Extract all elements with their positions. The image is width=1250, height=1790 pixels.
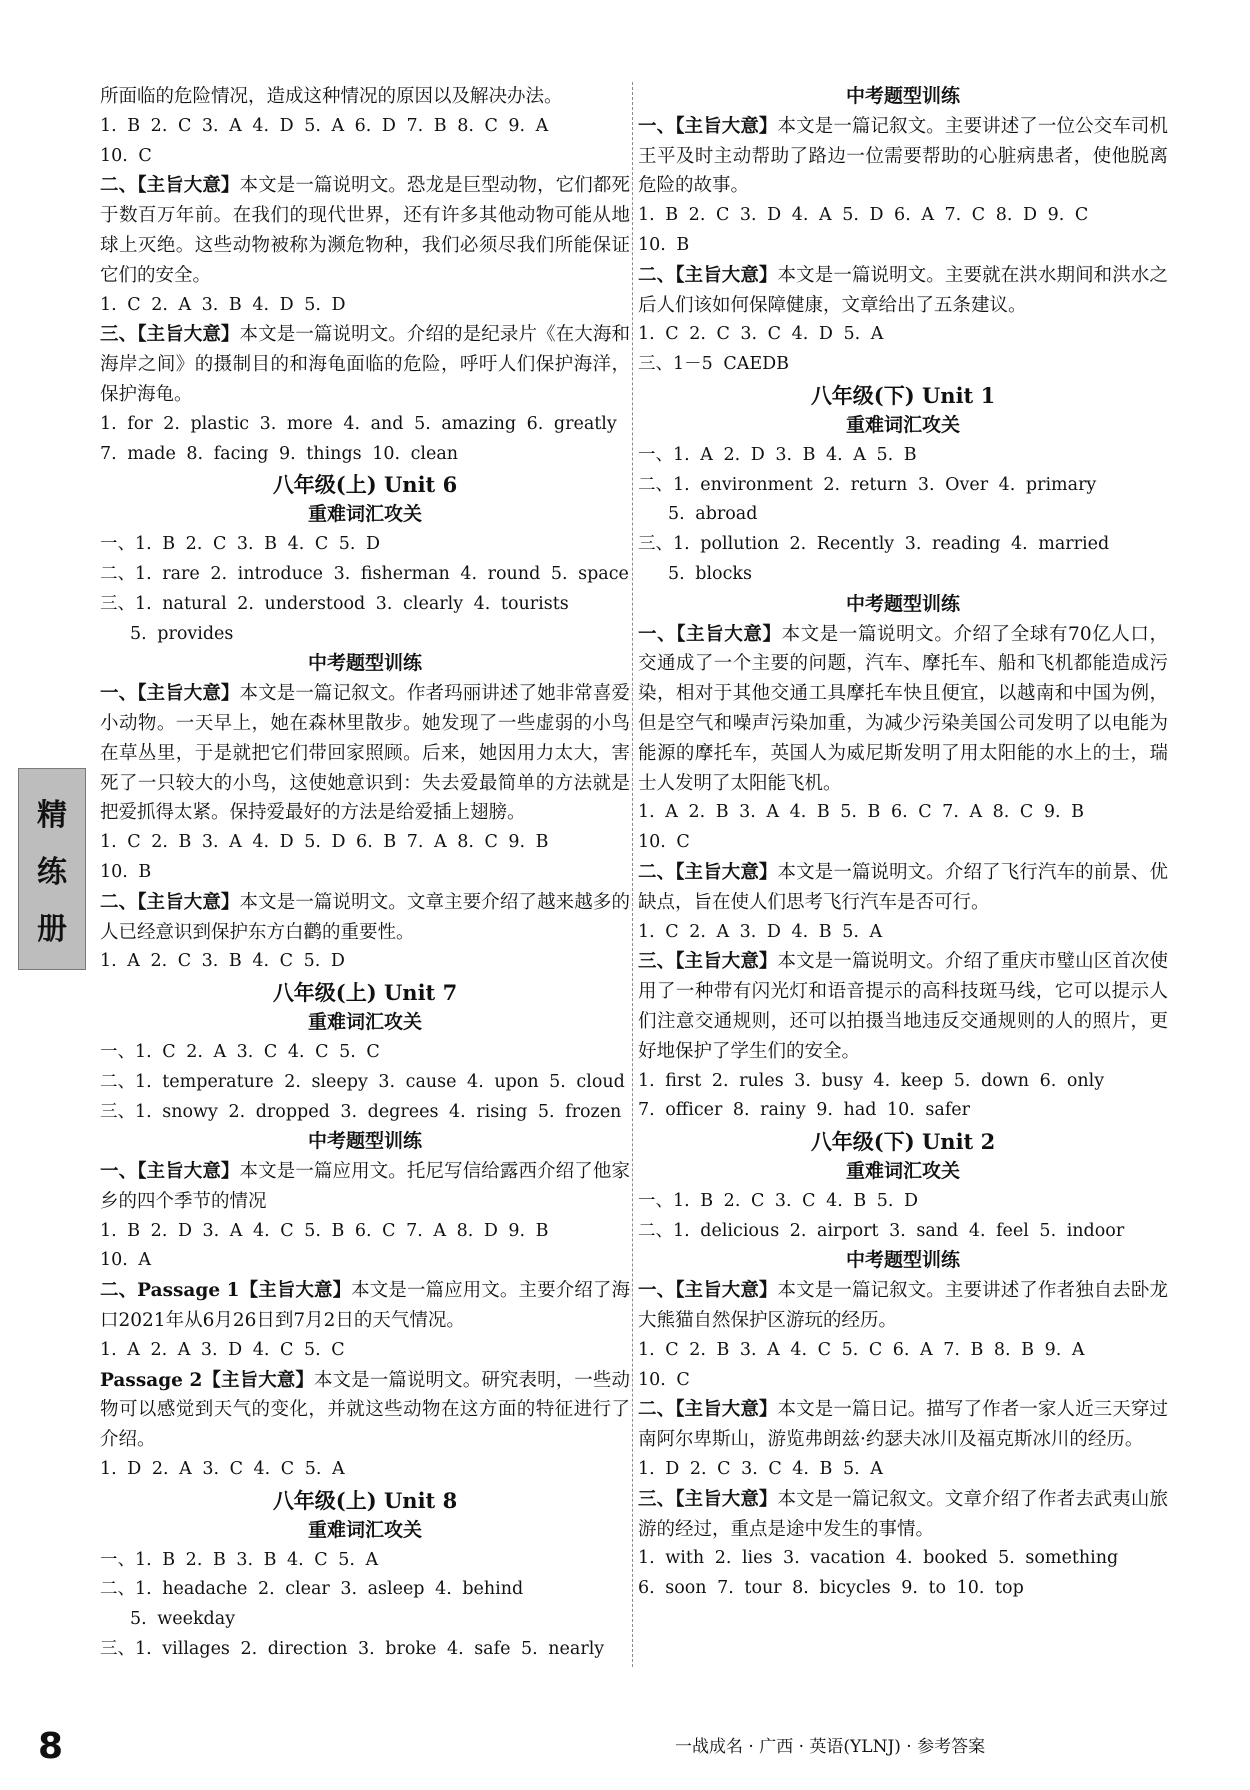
section-label: 二、【主旨大意】 [638, 861, 778, 883]
section-heading: 重难词汇攻关 [307, 503, 422, 526]
section-label: 一、【主旨大意】 [638, 1280, 778, 1302]
paragraph-text: 本文是一篇说明文。介绍了全球有70亿人口，交通成了一个主要的问题，汽车、摩托车、船和飞机都能造成污染，相对于其他交通工具摩托车快且便宜，以越南和中国为例，但是空气和噪声污染加重，为减少污染美国公司发明了以电能为能源的摩托车，英国人为威尼斯发明了用太阳能的水上的士，瑞士人发明了太阳能飞机。 [638, 623, 1168, 794]
section-label: 一、【主旨大意】 [100, 683, 240, 705]
paragraph-text: 本文是一篇记叙文。主要讲述了作者独自去卧龙大熊猫自然保护区游玩的经历。 [638, 1280, 1168, 1332]
section-heading: 重难词汇攻关 [845, 413, 960, 436]
answer-line: 三、1－5 CAEDB [638, 354, 790, 375]
paragraph-text: 本文是一篇说明文。介绍的是纪录片《在大海和海岸之间》的摄制目的和海龟面临的危险，呼吁人们保护海洋，保护海龟。 [100, 324, 630, 405]
unit-title: 八年级(上) Unit 6 [272, 472, 458, 498]
paragraph-text: 本文是一篇记叙文。作者玛丽讲述了她非常喜爱小动物。一天早上，她在森林里散步。她发现了一些虚弱的小鸟在草丛里，于是就把它们带回家照顾。后来，她因用力太大，害死了一只较大的小鸟，这使她意识到：失去爱最简单的方法就是把爱抓得太紧。保持爱最好的方法是给爱插上翅膀。 [100, 683, 630, 824]
column-divider [632, 82, 633, 1667]
paragraph [100, 888, 630, 948]
answer-line: 1. C 2. B 3. A 4. C 5. C 6. A 7. B 8. B 9. A [638, 1339, 1085, 1360]
answer-line: 一、1. A 2. D 3. B 4. A 5. B [638, 444, 917, 465]
paragraph [100, 171, 630, 290]
section-label: 二、【主旨大意】 [638, 1399, 778, 1421]
paragraph [100, 1157, 630, 1217]
section-heading: 中考题型训练 [845, 1249, 960, 1272]
answer-line: 10. C [100, 145, 152, 166]
paragraph [638, 261, 1168, 321]
section-heading: 重难词汇攻关 [307, 1518, 422, 1541]
paragraph-text: 本文是一篇说明文。文章主要介绍了越来越多的人已经意识到保护东方白鹳的重要性。 [100, 891, 630, 943]
answer-line: 1. first 2. rules 3. busy 4. keep 5. down 6. only [638, 1070, 1105, 1091]
section-label: 二、Passage 1【主旨大意】 [100, 1280, 352, 1302]
paragraph-text: 本文是一篇说明文。恐龙是巨型动物，它们都死于数百万年前。在我们的现代世界，还有许多其他动物可能从地球上灭绝。这些动物被称为濒危物种，我们必须尽我们所能保证它们的安全。 [100, 175, 630, 286]
answer-line: 6. soon 7. tour 8. bicycles 9. to 10. top [638, 1578, 1024, 1599]
answer-line: 二、1. headache 2. clear 3. asleep 4. behind [100, 1579, 524, 1600]
paragraph: 所面临的危险情况，造成这种情况的原因以及解决办法。 [100, 86, 563, 107]
paragraph [100, 1276, 630, 1336]
answer-line: 三、1. natural 2. understood 3. clearly 4. tourists [100, 593, 569, 614]
section-label: 三、【主旨大意】 [638, 1488, 778, 1510]
answer-line: 1. B 2. D 3. A 4. C 5. B 6. C 7. A 8. D 9. B [100, 1220, 549, 1241]
section-label: 一、【主旨大意】 [638, 623, 782, 645]
section-heading: 重难词汇攻关 [845, 1160, 960, 1183]
answer-line: 1. C 2. C 3. C 4. D 5. A [638, 324, 884, 345]
answer-line: 1. A 2. C 3. B 4. C 5. D [100, 951, 345, 972]
paragraph-text: 本文是一篇说明文。主要就在洪水期间和洪水之后人们该如何保障健康，文章给出了五条建议。 [638, 264, 1168, 316]
answer-line: 一、1. B 2. C 3. C 4. B 5. D [638, 1190, 919, 1211]
paragraph [638, 1276, 1168, 1336]
paragraph [100, 1366, 630, 1455]
answer-line: 二、1. temperature 2. sleepy 3. cause 4. upon 5. cloud [100, 1071, 625, 1092]
left-column [100, 82, 630, 1665]
answer-line: 7. made 8. facing 9. things 10. clean [100, 443, 459, 464]
answer-line: 10. C [638, 832, 690, 853]
answer-line: 二、1. environment 2. return 3. Over 4. primary [638, 474, 1097, 495]
paragraph-text: 本文是一篇应用文。托尼写信给露西介绍了他家乡的四个季节的情况 [100, 1161, 630, 1212]
side-tab-char: 精 [37, 797, 67, 833]
answer-line: 1. for 2. plastic 3. more 4. and 5. amazing 6. greatly [100, 413, 617, 434]
paragraph-text: 本文是一篇说明文。研究表明，一些动物可以感觉到天气的变化，并就这些动物在这方面的特征进行了介绍。 [100, 1369, 630, 1451]
paragraph-text: 本文是一篇说明文。介绍了飞行汽车的前景、优缺点，旨在使人们思考飞行汽车是否可行。 [638, 861, 1168, 913]
paragraph [100, 679, 630, 828]
unit-title: 八年级(下) Unit 1 [810, 382, 996, 408]
answer-line: 5. weekday [130, 1609, 236, 1630]
section-label: 一、【主旨大意】 [100, 1161, 240, 1183]
answer-line: 1. B 2. C 3. D 4. A 5. D 6. A 7. C 8. D 9. C [638, 205, 1089, 226]
paragraph [638, 858, 1168, 918]
answer-line: 三、1. pollution 2. Recently 3. reading 4. married [638, 534, 1110, 555]
answer-line: 一、1. B 2. B 3. B 4. C 5. A [100, 1549, 379, 1570]
section-heading: 中考题型训练 [307, 1130, 422, 1153]
section-label: 三、【主旨大意】 [100, 324, 240, 346]
section-label: Passage 2【主旨大意】 [100, 1369, 314, 1391]
paragraph [638, 1395, 1168, 1455]
paragraph-text: 本文是一篇记叙文。文章介绍了作者去武夷山旅游的经过，重点是途中发生的事情。 [638, 1488, 1168, 1540]
answer-line: 二、1. rare 2. introduce 3. fisherman 4. round 5. space [100, 563, 629, 584]
answer-line: 一、1. C 2. A 3. C 4. C 5. C [100, 1041, 380, 1062]
answer-line: 1. D 2. C 3. C 4. B 5. A [638, 1459, 883, 1480]
side-tab-char: 册 [37, 912, 67, 948]
unit-title: 八年级(上) Unit 8 [272, 1487, 458, 1513]
section-heading: 中考题型训练 [307, 652, 422, 675]
answer-line: 三、1. snowy 2. dropped 3. degrees 4. rising 5. frozen [100, 1101, 622, 1122]
answer-line: 1. D 2. A 3. C 4. C 5. A [100, 1459, 345, 1480]
answer-line: 10. A [100, 1250, 152, 1271]
answer-line: 1. A 2. A 3. D 4. C 5. C [100, 1339, 345, 1360]
page-footer: 一战成名 · 广西 · 英语(YLNJ) · 参考答案 [675, 1737, 986, 1757]
paragraph-text: 本文是一篇记叙文。主要讲述了一位公交车司机王平及时主动帮助了路边一位需要帮助的心脏病患者，使他脱离危险的故事。 [638, 115, 1168, 197]
side-tab-char: 练 [37, 854, 67, 890]
paragraph-text: 本文是一篇日记。描写了作者一家人近三天穿过南阿尔卑斯山，游览弗朗兹·约瑟夫冰川及福克斯冰川的经历。 [638, 1399, 1168, 1451]
answer-line: 5. blocks [668, 563, 752, 584]
answer-line: 10. C [638, 1369, 690, 1390]
paragraph [638, 1485, 1168, 1545]
answer-line: 二、1. delicious 2. airport 3. sand 4. feel 5. indoor [638, 1220, 1125, 1241]
answer-line: 1. C 2. B 3. A 4. D 5. D 6. B 7. A 8. C 9. B [100, 832, 549, 853]
section-label: 二、【主旨大意】 [100, 891, 240, 913]
section-label: 一、【主旨大意】 [638, 115, 778, 137]
paragraph-text: 本文是一篇应用文。主要介绍了海口2021年从6月26日到7月2日的天气情况。 [100, 1280, 630, 1332]
answer-line: 1. C 2. A 3. D 4. B 5. A [638, 921, 883, 942]
answer-line: 1. B 2. C 3. A 4. D 5. A 6. D 7. B 8. C 9. A [100, 115, 549, 136]
paragraph [638, 947, 1168, 1066]
unit-title: 八年级(下) Unit 2 [810, 1129, 996, 1155]
answer-line: 7. officer 8. rainy 9. had 10. safer [638, 1100, 971, 1121]
answer-line: 1. A 2. B 3. A 4. B 5. B 6. C 7. A 8. C 9. B [638, 802, 1084, 823]
answer-line: 10. B [638, 234, 690, 255]
unit-title: 八年级(上) Unit 7 [272, 980, 458, 1006]
section-heading: 重难词汇攻关 [307, 1011, 422, 1034]
answer-line: 1. with 2. lies 3. vacation 4. booked 5. something [638, 1548, 1119, 1569]
page-number: 8 [38, 1726, 64, 1767]
answer-line: 1. C 2. A 3. B 4. D 5. D [100, 294, 346, 315]
side-tab [18, 768, 86, 970]
section-label: 二、【主旨大意】 [100, 175, 240, 197]
section-label: 三、【主旨大意】 [638, 951, 778, 973]
answer-line: 一、1. B 2. C 3. B 4. C 5. D [100, 534, 381, 555]
right-column [638, 82, 1168, 1604]
paragraph [100, 320, 630, 409]
answer-line: 三、1. villages 2. direction 3. broke 4. safe 5. nearly [100, 1639, 605, 1660]
paragraph [638, 112, 1168, 201]
section-heading: 中考题型训练 [845, 85, 960, 107]
paragraph-text: 本文是一篇说明文。介绍了重庆市璧山区首次使用了一种带有闪光灯和语音提示的高科技斑马线，它可以提示人们注意交通规则，还可以拍摄当地违反交通规则的人的照片，更好地保护了学生们的安全。 [638, 951, 1168, 1062]
section-heading: 中考题型训练 [845, 592, 960, 615]
answer-line: 10. B [100, 861, 152, 882]
answer-line: 5. abroad [668, 504, 758, 525]
section-label: 二、【主旨大意】 [638, 264, 778, 286]
paragraph [638, 620, 1168, 799]
answer-line: 5. provides [130, 623, 234, 644]
